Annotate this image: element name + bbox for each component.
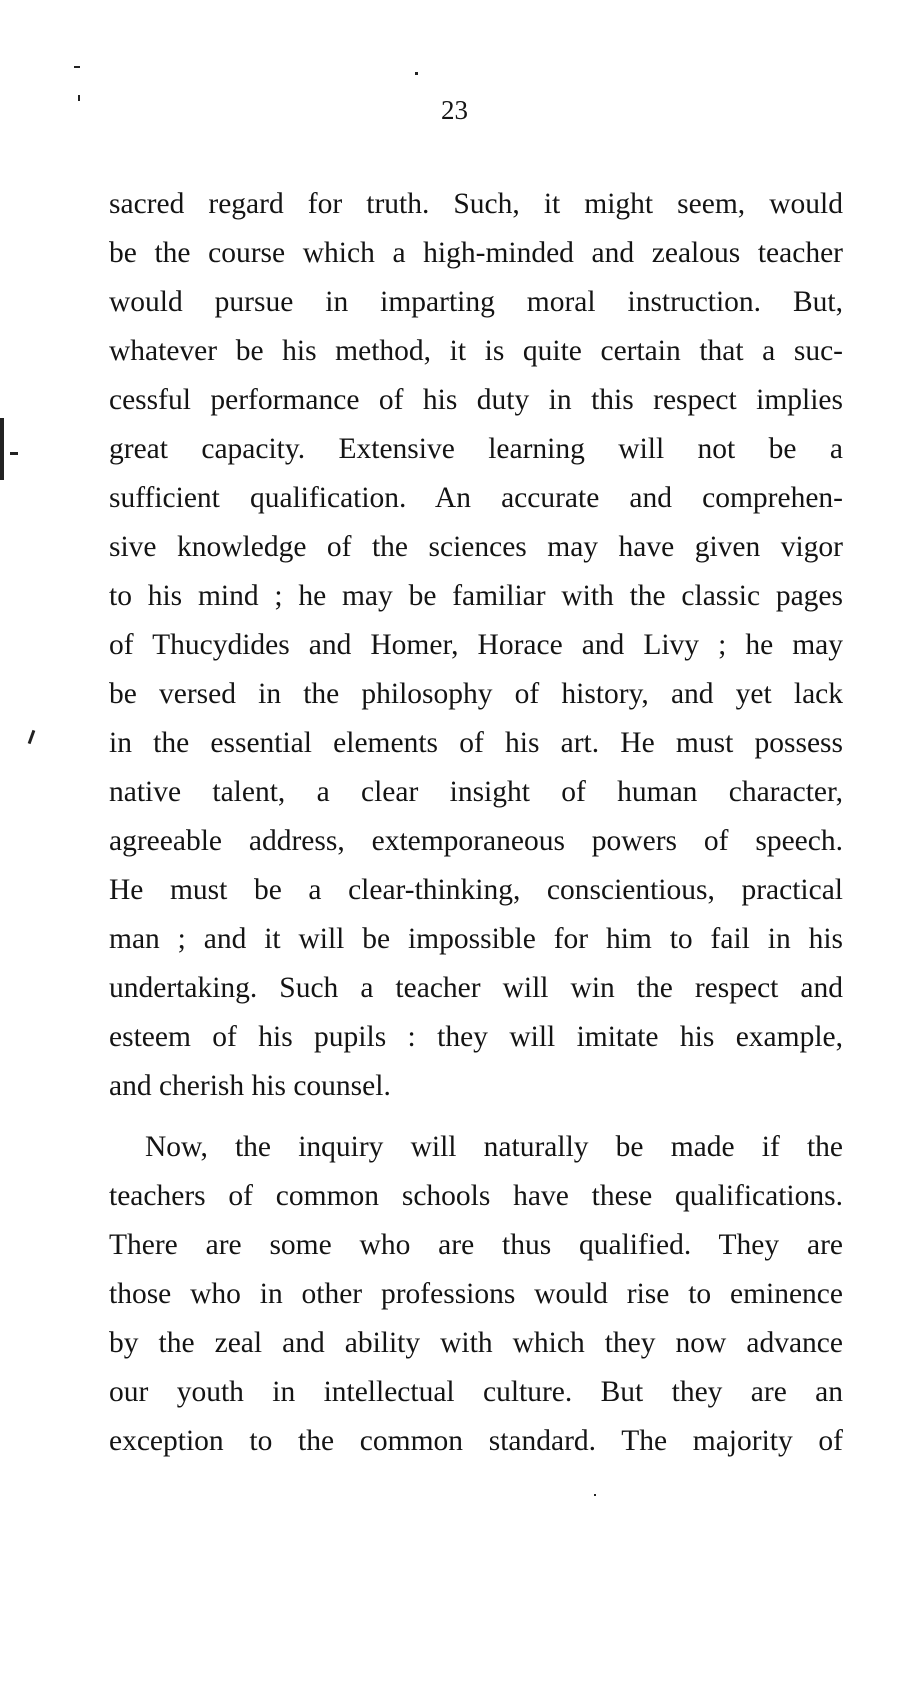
scan-mark [594, 1494, 596, 1496]
text-line: Now, the inquiry will naturally be made if the [145, 1131, 843, 1163]
text-line: There are some who are thus qualified. They are [109, 1229, 843, 1261]
text-line: undertaking. Such a teacher will win the respect and [109, 972, 843, 1004]
paragraph-1 [109, 180, 843, 1111]
text-line: by the zeal and ability with which they now advance [109, 1327, 843, 1359]
text-line: to his mind ; he may be familiar with the classic pages [109, 580, 843, 612]
scan-mark [10, 452, 18, 455]
text-line: in the essential elements of his art. He must possess [109, 727, 843, 759]
text-line: esteem of his pupils : they will imitate his example, [109, 1021, 843, 1053]
text-line: agreeable address, extemporaneous powers of speech. [109, 825, 843, 857]
text-line: of Thucydides and Homer, Horace and Livy ; he may [109, 629, 843, 661]
text-line: whatever be his method, it is quite certain that a suc- [109, 335, 843, 367]
body-text [109, 180, 843, 1466]
text-line: great capacity. Extensive learning will not be a [109, 433, 843, 465]
text-line: sive knowledge of the sciences may have given vigor [109, 531, 843, 563]
scan-mark [415, 72, 418, 75]
text-line: cessful performance of his duty in this respect implies [109, 384, 843, 416]
text-line: sufficient qualification. An accurate and comprehen- [109, 482, 843, 514]
text-line: native talent, a clear insight of human character, [109, 776, 843, 808]
text-line: teachers of common schools have these qualifications. [109, 1180, 843, 1212]
text-line: be the course which a high-minded and zealous teacher [109, 237, 843, 269]
scan-mark [0, 418, 4, 480]
text-line: exception to the common standard. The majority of [109, 1425, 843, 1457]
scan-mark [74, 66, 80, 68]
text-line: our youth in intellectual culture. But they are an [109, 1376, 843, 1408]
text-line: be versed in the philosophy of history, and yet lack [109, 678, 843, 710]
text-line: man ; and it will be impossible for him to fail in his [109, 923, 843, 955]
paragraph-2 [109, 1123, 843, 1466]
text-line: those who in other professions would rise to eminence [109, 1278, 843, 1310]
text-line: sacred regard for truth. Such, it might seem, would [109, 188, 843, 220]
text-line: He must be a clear-thinking, conscientious, practical [109, 874, 843, 906]
scan-mark [28, 730, 36, 744]
page-number: 23 [441, 95, 468, 125]
paragraph-gap [109, 1111, 843, 1123]
text-line: would pursue in imparting moral instruction. But, [109, 286, 843, 318]
text-line: and cherish his counsel. [109, 1070, 391, 1102]
